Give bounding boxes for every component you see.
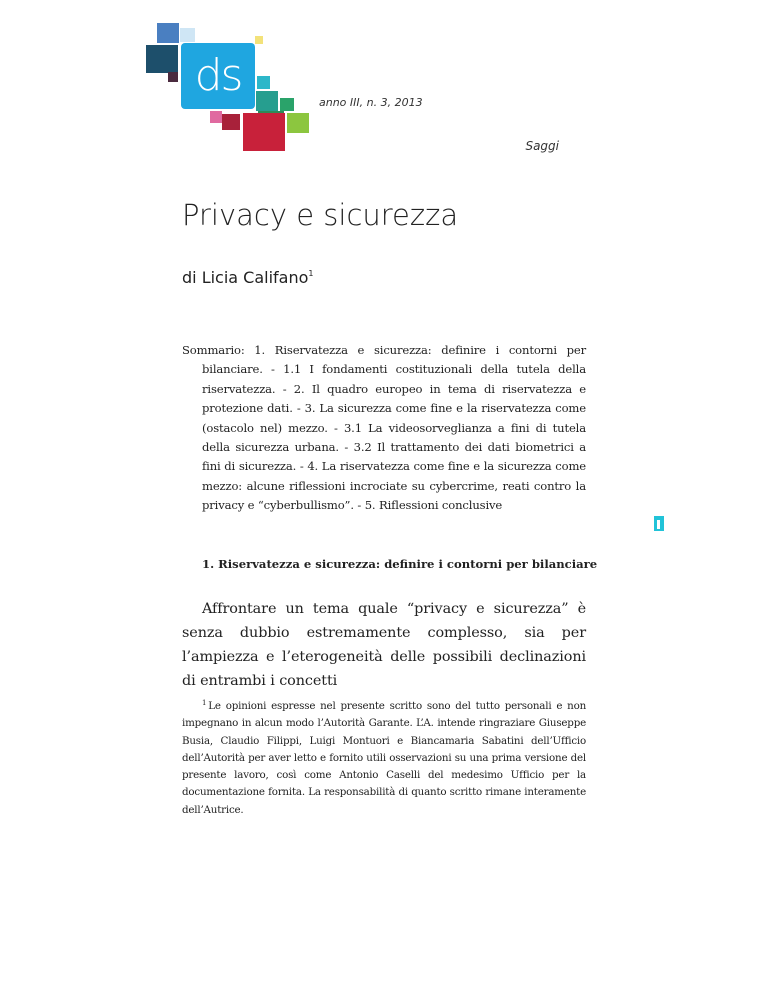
author-footnote-ref[interactable]: 1: [308, 269, 314, 278]
logo-letters: ds: [194, 50, 242, 101]
section-label: Saggi: [525, 139, 559, 153]
section-heading: 1. Riservatezza e sicurezza: definire i contorni per bilanciare: [202, 557, 598, 571]
footnote-text: Le opinioni espresse nel presente scritto sono del tutto personali e non impegnano in alcun modo l’Autorità Garante. L’A. intende ringraziare Giuseppe Busia, Claudio Filippi, Luigi Montuori e Biancamaria Sabatini dell’Ufficio dell’Autorità per aver letto e fornito utili osservazioni su una prima versione del presente lavoro, così come Antonio Caselli del medesimo Ufficio per la documentazione fornita. La responsabilità di quanto scritto rimane interamente dell’Autrice.: [182, 700, 586, 816]
footnote: [182, 695, 586, 819]
issue-label: anno III, n. 3, 2013: [319, 96, 423, 109]
summary: Sommario: 1. Riservatezza e sicurezza: definire i contorni per bilanciare. - 1.1 I fondamenti costituzionali della tutela della riservatezza. - 2. Il quadro europeo in tema di riservatezza e protezione dati. - 3. La sicurezza come fine e la riservatezza come (ostacolo nel) mezzo. - 3.1 La videosorveglianza a fini di tutela della sicurezza urbana. - 3.2 Il trattamento dei dati biometrici a fini di sicurezza. - 4. La riservatezza come fine e la sicurezza come mezzo: alcune riflessioni incrociate su cybercrime, reati contro la privacy e “cyberbullismo”. - 5. Riflessioni conclusive: [182, 343, 586, 513]
article-title: Privacy e sicurezza: [182, 198, 459, 232]
author-line: [182, 268, 314, 287]
bookmark-icon[interactable]: [654, 516, 664, 531]
author-name: di Licia Califano: [182, 268, 309, 287]
body-paragraph: Affrontare un tema quale “privacy e sicurezza” è senza dubbio estremamente complesso, sia per l’ampiezza e l’eterogeneità delle possibili declinazioni di entrambi i concetti: [182, 601, 586, 689]
footnote-number: 1: [202, 699, 207, 707]
